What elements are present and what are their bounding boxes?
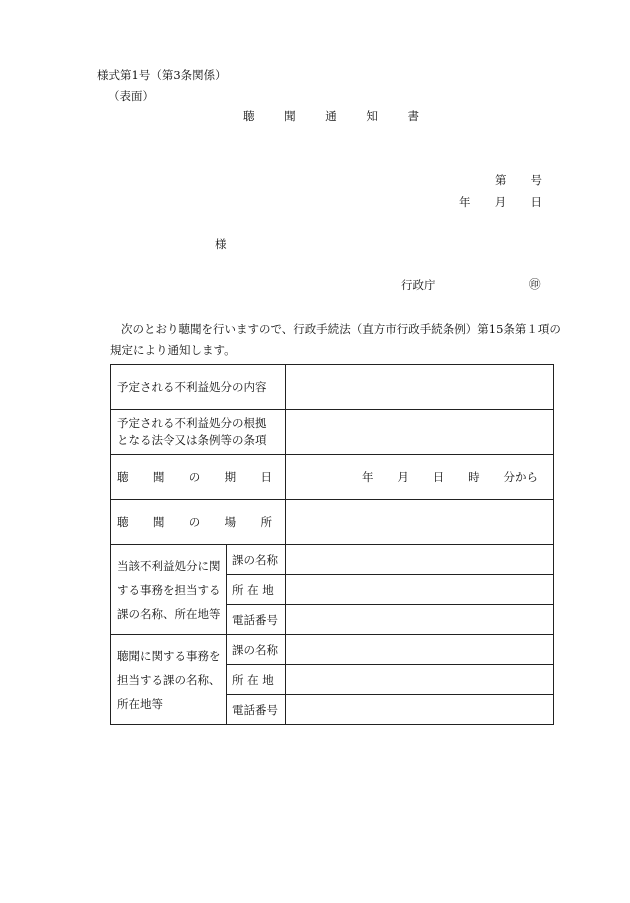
hearing-date-value[interactable] bbox=[286, 455, 554, 500]
label-char: 聞 bbox=[152, 470, 165, 484]
hearing-office-phone-value[interactable] bbox=[286, 695, 554, 725]
date-unit-minute: 分から bbox=[503, 470, 538, 484]
legal-basis-label bbox=[111, 410, 286, 455]
disposition-content-label: 予定される不利益処分の内容 bbox=[111, 365, 286, 410]
table-row bbox=[111, 455, 554, 500]
office-address-label: 所 在 地 bbox=[227, 575, 286, 605]
hearing-date-label bbox=[111, 455, 286, 500]
hearing-details-table bbox=[110, 364, 554, 725]
legal-basis-label-line2: となる法令又は条例等の条項 bbox=[117, 433, 267, 447]
office-address-value[interactable] bbox=[286, 575, 554, 605]
title-char: 通 bbox=[325, 109, 337, 123]
hearing-office-address-value[interactable] bbox=[286, 665, 554, 695]
date-year: 年 bbox=[459, 195, 471, 209]
label-char: の bbox=[188, 515, 201, 529]
table-row bbox=[111, 365, 554, 410]
table-row bbox=[111, 635, 554, 665]
addressee-suffix: 様 bbox=[215, 237, 227, 251]
hearing-office-name-value[interactable] bbox=[286, 635, 554, 665]
date-day: 日 bbox=[530, 195, 542, 209]
label-char: 場 bbox=[224, 515, 237, 529]
label-line: する事務を担当する bbox=[117, 582, 221, 597]
disposition-content-value[interactable] bbox=[286, 365, 554, 410]
number-prefix: 第 bbox=[495, 173, 507, 187]
label-char: の bbox=[188, 470, 201, 484]
label-line: 聴聞に関する事務を bbox=[117, 648, 221, 663]
label-char: 聞 bbox=[152, 515, 165, 529]
hearing-place-label bbox=[111, 500, 286, 545]
label-char: 聴 bbox=[117, 515, 129, 529]
label-char: 日 bbox=[260, 470, 272, 484]
label-line: 所在地等 bbox=[117, 696, 163, 711]
date-unit-year: 年 bbox=[362, 470, 374, 484]
hearing-office-phone-label: 電話番号 bbox=[227, 695, 286, 725]
label-line: 当該不利益処分に関 bbox=[117, 558, 221, 573]
office-name-value[interactable] bbox=[286, 545, 554, 575]
seal-mark: ㊞ bbox=[529, 277, 541, 291]
notice-paragraph-line1: 次のとおり聴聞を行いますので、行政手続法（直方市行政手続条例）第15条第１項の bbox=[121, 322, 561, 336]
date-unit-hour: 時 bbox=[468, 470, 480, 484]
table-row bbox=[111, 500, 554, 545]
hearing-office-address-label: 所 在 地 bbox=[227, 665, 286, 695]
title-char: 聞 bbox=[284, 109, 296, 123]
legal-basis-value[interactable] bbox=[286, 410, 554, 455]
label-char: 所 bbox=[260, 515, 272, 529]
label-char: 期 bbox=[224, 470, 237, 484]
table-row bbox=[111, 410, 554, 455]
date-line bbox=[459, 194, 542, 210]
document-number-line bbox=[495, 172, 542, 188]
date-unit-month: 月 bbox=[397, 470, 409, 484]
number-suffix: 号 bbox=[530, 173, 542, 187]
title-char: 知 bbox=[366, 109, 378, 123]
notice-paragraph-line2: 規定により通知します。 bbox=[110, 343, 236, 357]
document-title bbox=[243, 108, 419, 124]
hearing-office-name-label: 課の名称 bbox=[227, 635, 286, 665]
sender-label: 行政庁 bbox=[401, 278, 436, 292]
legal-basis-label-line1: 予定される不利益処分の根拠 bbox=[117, 416, 267, 430]
label-line: 担当する課の名称、 bbox=[117, 672, 221, 687]
hearing-place-value[interactable] bbox=[286, 500, 554, 545]
office-phone-value[interactable] bbox=[286, 605, 554, 635]
label-line: 課の名称、所在地等 bbox=[117, 606, 221, 621]
title-char: 書 bbox=[407, 109, 419, 123]
date-month: 月 bbox=[494, 195, 507, 209]
office-phone-label: 電話番号 bbox=[227, 605, 286, 635]
label-char: 聴 bbox=[117, 470, 129, 484]
title-char: 聴 bbox=[243, 109, 255, 123]
office-name-label: 課の名称 bbox=[227, 545, 286, 575]
form-number: 様式第1号（第3条関係） bbox=[97, 68, 227, 82]
disposition-office-label bbox=[111, 545, 227, 635]
date-unit-day: 日 bbox=[432, 470, 445, 484]
form-side: （表面） bbox=[108, 89, 154, 103]
hearing-office-label bbox=[111, 635, 227, 725]
table-row bbox=[111, 545, 554, 575]
